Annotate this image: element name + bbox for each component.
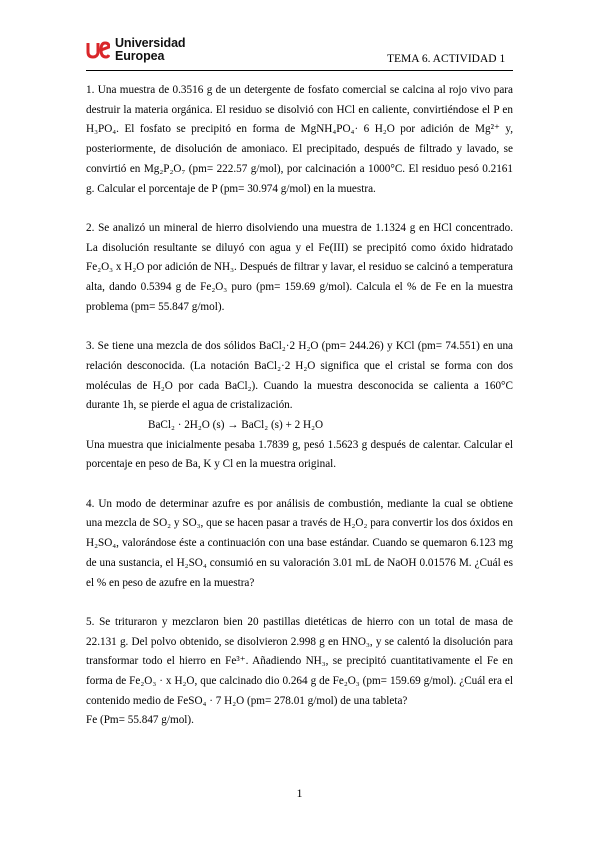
university-logo-icon — [86, 39, 110, 61]
document-body — [86, 81, 513, 731]
problem-5-statement: 5. Se trituraron y mezclaron bien 20 pastillas dietéticas de hierro con un total de masa de 22.131 g. Del polvo obtenido, se disolvieron 2.998 g en HNO₃, y se calentó la disolución para transformar todo el hierro en Fe³⁺. Añadiendo NH₃, se precipitó cuantitativamente el Fe en forma de Fe₂O₃ · x H₂O, que calcinado dio 0.264 g de Fe₂O₃ (pm= 159.69 g/mol). ¿Cuál era el contenido medio de FeSO₄ · 7 H₂O (pm= 278.01 g/mol) de una tableta? — [86, 615, 513, 707]
logo-line-2: Europea — [115, 49, 165, 63]
logo-line-1: Universidad — [115, 36, 186, 50]
problem-1: 1. Una muestra de 0.3516 g de un detergente de fosfato comercial se calcina al rojo vivo para destruir la materia orgánica. El residuo se disolvió con HCl en caliente, convirtiéndose el P en H₃PO₄. El fosfato se precipitó en forma de MgNH₄PO₄· 6 H₂O por adición de Mg²⁺ y, posteriormente, de disolución de amoniaco. El precipitado, después de filtrado y lavado, se convirtió en Mg₂P₂O₇ (pm= 222.57 g/mol), por calcinación a 1000°C. El residuo pesó 0.2161 g. Calcular el porcentaje de P (pm= 30.974 g/mol) en la muestra. — [86, 84, 513, 195]
problem-5-note: Fe (Pm= 55.847 g/mol). — [86, 714, 194, 727]
header-title: TEMA 6. ACTIVIDAD 1 — [387, 53, 506, 65]
university-logo — [86, 37, 185, 63]
header-divider — [86, 70, 513, 71]
problem-3-continuation: Una muestra que inicialmente pesaba 1.7839 g, pesó 1.5623 g después de calentar. Calcular el porcentaje en peso de Ba, K y Cl en la muestra original. — [86, 438, 513, 471]
problem-3 — [86, 337, 513, 475]
problem-3-statement: 3. Se tiene una mezcla de dos sólidos BaCl₂·2 H₂O (pm= 244.26) y KCl (pm= 74.551) en una relación desconocida. (La notación BaCl₂·2 H₂O significa que el cristal se forma con dos moléculas de H₂O por cada BaCl₂). Cuando la muestra desconocida se calienta a 160°C durante 1h, se pierde el agua de cristalización. — [86, 340, 513, 412]
problem-4: 4. Un modo de determinar azufre es por análisis de combustión, mediante la cual se obtiene una mezcla de SO₂ y SO₃, que se hacen pasar a través de H₂O₂ para convertir los dos óxidos en H₂SO₄, valorándose éste a continuación con una base estándar. Cuando se quemaron 6.123 mg de una sustancia, el H₂SO₄ consumió en su valoración 3.01 mL de NaOH 0.01576 M. ¿Cuál es el % en peso de azufre en la muestra? — [86, 497, 513, 589]
problem-3-equation: BaCl₂ · 2H₂O (s) → BaCl₂ (s) + 2 H₂O — [148, 418, 324, 431]
page-number: 1 — [296, 786, 303, 800]
problem-2: 2. Se analizó un mineral de hierro disolviendo una muestra de 1.1324 g en HCl concentrado. La disolución resultante se diluyó con agua y el Fe(III) se precipitó como óxido hidratado Fe₂O₃ x H₂O por adición de NH₃. Después de filtrar y lavar, el residuo se calcinó a temperatura alta, dando 0.5394 g de Fe₂O₃ puro (pm= 159.69 g/mol). Calcula el % de Fe en la muestra problema (pm= 55.847 g/mol). — [86, 221, 513, 313]
university-logo-text — [115, 37, 185, 63]
problem-5 — [86, 613, 513, 731]
